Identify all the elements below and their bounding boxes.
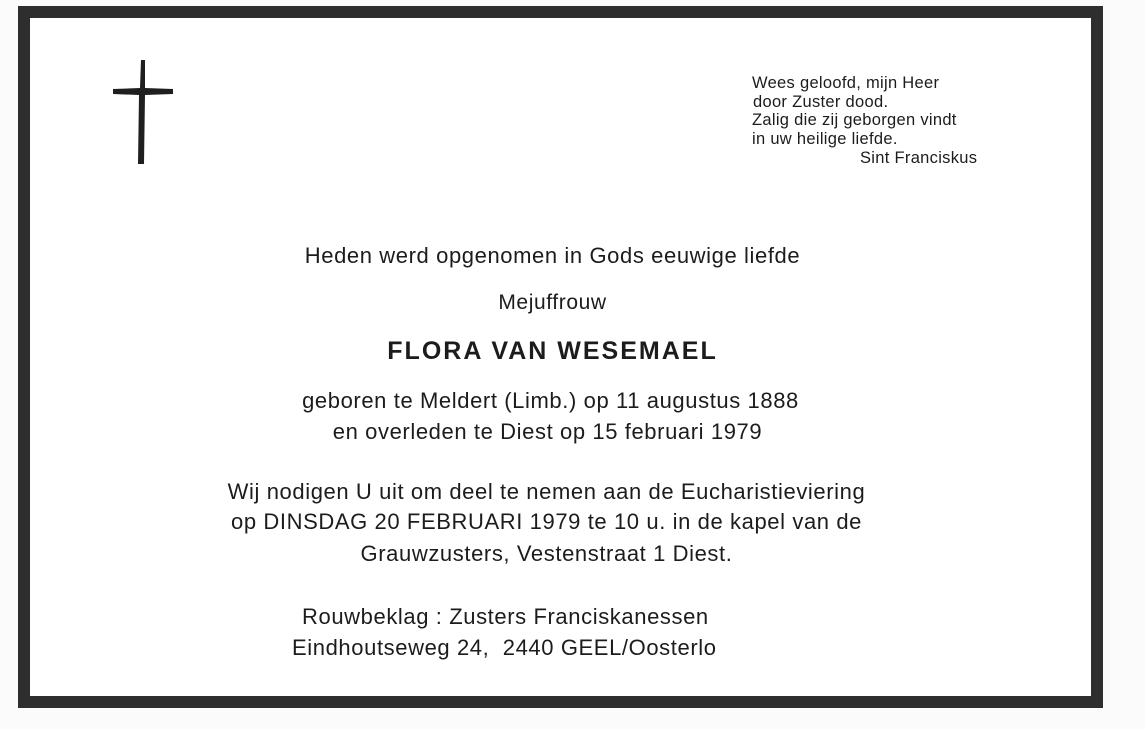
- condolences-line-2: Eindhoutseweg 24, 2440 GEEL/Oosterlo: [292, 635, 717, 660]
- poem-line: door Zuster dood.: [753, 92, 889, 111]
- birth-info: geboren te Meldert (Limb.) op 11 augustus 1888: [302, 388, 799, 413]
- invitation-line-2: op DINSDAG 20 FEBRUARI 1979 te 10 u. in de kapel van de: [231, 509, 862, 534]
- cross-icon: [112, 58, 174, 166]
- death-info: en overleden te Diest op 15 februari 1979: [332, 419, 763, 444]
- poem-line: in uw heilige liefde.: [752, 129, 898, 148]
- poem-line: Wees geloofd, mijn Heer: [752, 74, 940, 92]
- deceased-name: FLORA VAN WESEMAEL: [387, 337, 718, 365]
- poem-line: Zalig die zij geborgen vindt: [752, 111, 957, 129]
- invitation-line-1: Wij nodigen U uit om deel te nemen aan de Eucharistieviering: [227, 479, 866, 504]
- condolences-line-1: Rouwbeklag : Zusters Franciskanessen: [302, 604, 709, 629]
- honorific: Mejuffrouw: [498, 291, 607, 314]
- intro-text: Heden werd opgenomen in Gods eeuwige liefde: [304, 243, 801, 268]
- invitation-line-3: Grauwzusters, Vestenstraat 1 Diest.: [360, 541, 733, 566]
- poem-attribution: Sint Franciskus: [860, 149, 978, 167]
- poem-quote: [752, 74, 1012, 168]
